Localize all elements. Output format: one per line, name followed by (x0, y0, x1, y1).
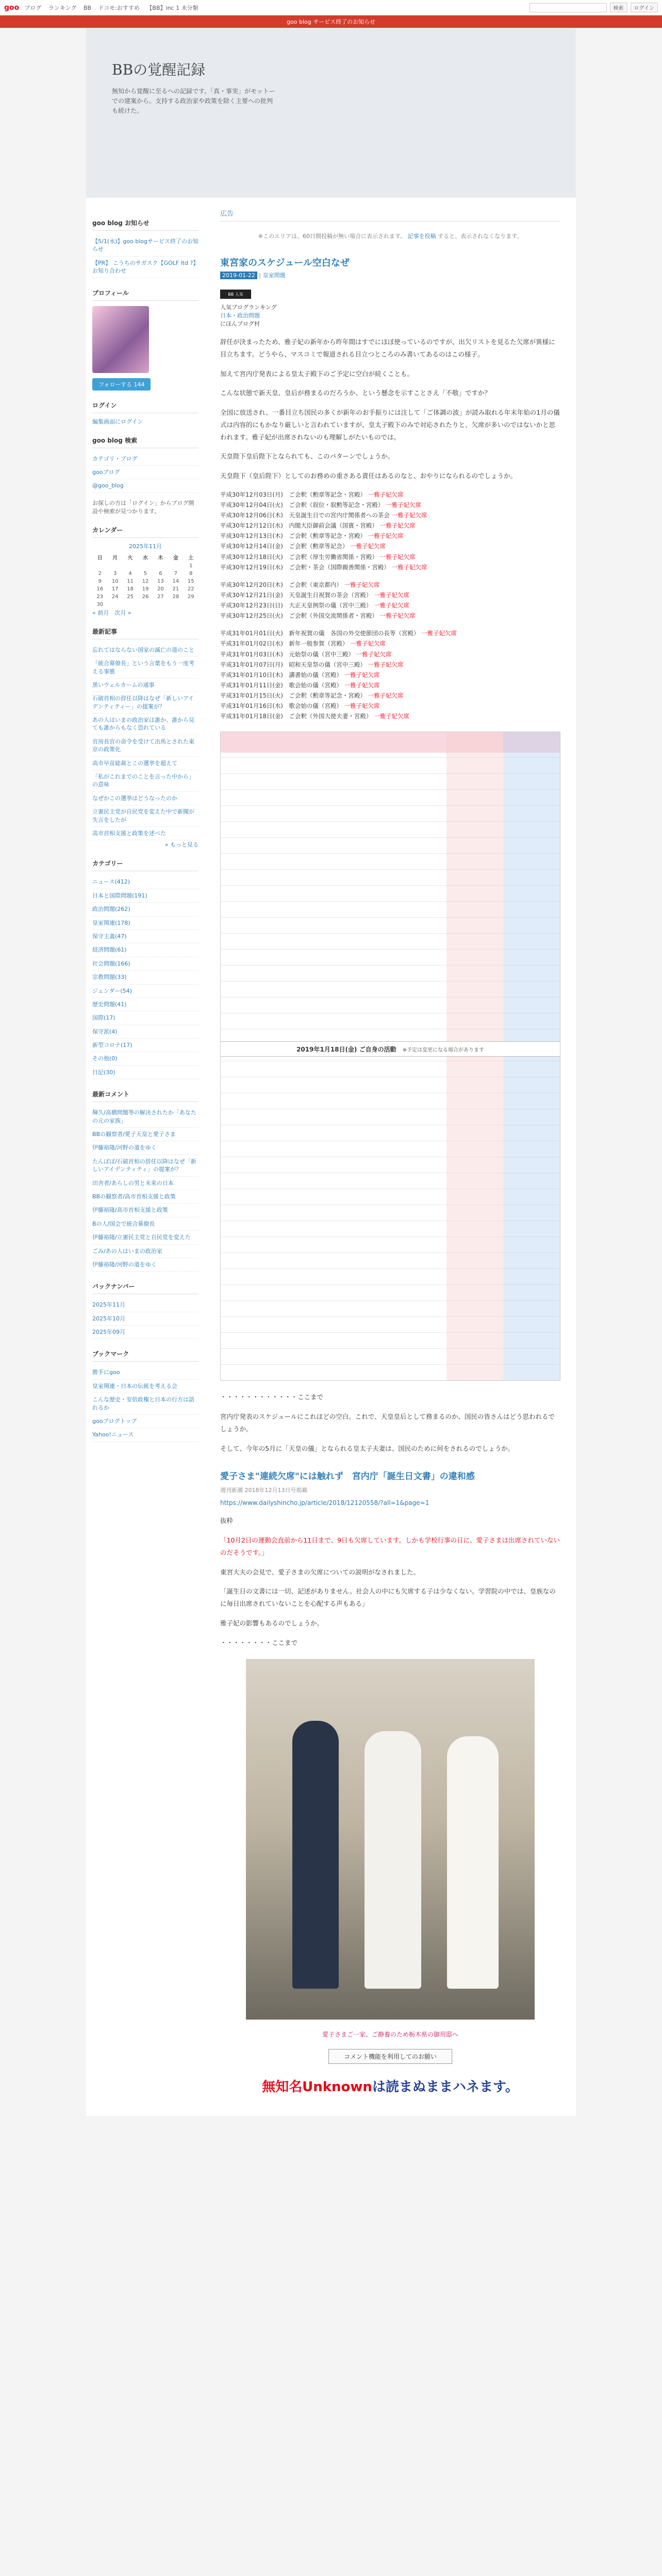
absence-mark: 一雅子妃欠席 (386, 501, 422, 509)
calendar (92, 542, 198, 608)
schedule-text: 平成30年12月21日(金) 天皇誕生日祝賀の茶会（宮殿） (220, 591, 372, 599)
bookmark-heading: ブックマーク (92, 1349, 198, 1362)
top-bar (0, 0, 662, 15)
cal-day: 金 (173, 555, 178, 561)
search-option[interactable]: gooブログ (92, 468, 120, 476)
schedule-row (220, 628, 560, 638)
post-title[interactable]: 東宮家のスケジュール空白なぜ (220, 258, 350, 268)
ad-note-suffix: すると、表示されなくなります。 (438, 233, 523, 240)
follow-button[interactable] (92, 378, 151, 391)
category-item[interactable]: 宗教問題(33) (92, 974, 127, 981)
top-link[interactable]: ブログ (24, 4, 42, 11)
schedule-row (220, 552, 560, 562)
cal-date: 14 (172, 578, 179, 584)
schedule-text: 平成30年12月14日(金) ご会釈（勲章等記念） (220, 543, 349, 550)
category-item[interactable]: ニュース(412) (92, 878, 130, 886)
schedule-text: 平成31年01月01日(火) 新年祝賀の儀 各国の外交使節団の長等（宮殿） (220, 630, 420, 637)
schedule-text: 平成30年12月03日(月) ご会釈（勲章等記念・宮殿） (220, 490, 366, 498)
absence-mark: 一雅子妃欠席 (391, 563, 427, 571)
cal-date: 12 (142, 578, 149, 584)
table-caption-note: ※予定は変更になる場合があります (402, 1047, 484, 1053)
unknown-warning-banner (220, 2076, 560, 2095)
cal-date: 13 (157, 578, 164, 584)
notice-link[interactable]: 【5/1(水)】goo blogサービス終了のお知らせ (92, 238, 198, 253)
cal-date: 18 (127, 586, 134, 592)
cal-date (168, 601, 183, 608)
blog-title[interactable]: BBの覚醒記録 (112, 61, 206, 78)
post-paragraph: 宮内庁発表のスケジュールにこれほどの空白。これで、天皇皇后として務まるのか、国民の皆さんはどう思われるでしょうか。 (220, 1413, 555, 1433)
recent-article[interactable]: なぜかこの選挙はどうなったのか (92, 794, 177, 802)
login-button[interactable]: ログイン (631, 3, 658, 12)
section-source: 週刊新潮 2018年12月13日号掲載 (220, 1487, 308, 1494)
top-link[interactable]: 【BB】inc 1 未分類 (146, 4, 198, 11)
post-paragraph: 「誕生日の文書には一切、記述がありません。社会人の中にも欠席する子は少なくない。学習院の中では、皇族なのに毎日出席されていないことを心配する声もある」 (220, 1587, 556, 1608)
source-url-link[interactable]: https://www.dailyshincho.jp/article/2018/12120558/?all=1&page=1 (220, 1499, 429, 1507)
service-end-notice[interactable]: goo blog サービス終了のお知らせ (0, 15, 662, 28)
cal-date: 17 (111, 586, 119, 592)
warning-text: は読まぬままハネます。 (372, 2079, 519, 2095)
cal-date (107, 562, 122, 570)
backnumber-item[interactable]: 2025年11月 (92, 1301, 125, 1309)
absence-mark: 一雅子妃欠席 (344, 702, 380, 710)
follow-count: 144 (134, 381, 145, 388)
post-meta: 2019-01-22 | 皇室問題 (220, 271, 560, 279)
absence-mark: 一雅子妃欠席 (379, 612, 416, 620)
schedule-row (220, 711, 560, 721)
schedule-text: 平成30年12月04日(火) ご会釈（叙位・叙勲等記念・宮殿） (220, 501, 384, 509)
category-item[interactable]: 国際(17) (92, 1014, 115, 1022)
schedule-text: 平成30年12月18日(火) ご会釈（厚生労働省関係・宮殿） (220, 553, 378, 561)
backnumber-list (92, 1298, 198, 1339)
post-paragraph: ・・・・・・・・・・・・ここまで (220, 1393, 324, 1401)
search-heading: goo blog 検索 (92, 436, 198, 448)
comment-item[interactable]: 輝久/高橋問題等の解決されたか「あなたの元の家族」 (92, 1109, 196, 1124)
post-paragraph: 全国に放送され、一番目立ち国民の多くが新年のお手振りには注して「ご体調の波」が読み取れる年末年始の1月の儀式は内容的にもかなり厳しいと言われていますが、皇太子殿下のみで対応されたりと、欠席が多いのではないかと思われます。雅子妃が出席されないのも理解しがたいものでは。 (220, 409, 560, 441)
category-item[interactable]: 社会問題(166) (92, 960, 130, 967)
schedule-text: 平成31年01月16日(水) 歌会始の儀（宮殿） (220, 702, 342, 710)
cal-date: 11 (127, 578, 134, 584)
schedule-text: 平成31年01月07日(月) 昭和天皇祭の儀（宮中三殿） (220, 660, 366, 668)
cal-date: 10 (111, 578, 119, 584)
cal-date: 16 (96, 586, 104, 592)
post-paragraph: そして、今年の5月に「天皇の儀」となられる皇太子夫妻は、国民のために何をされるのでしょうか。 (220, 1444, 515, 1452)
cal-date (107, 601, 122, 608)
category-list (92, 875, 198, 1079)
photo-caption: 愛子さまご一家、ご静養のため栃木県の御用邸へ (322, 2031, 458, 2039)
schedule-text: 平成30年12月25日(火) ご会釈（外国交流関係者・宮殿） (220, 612, 378, 620)
cal-date (123, 562, 138, 570)
cal-date (138, 601, 153, 608)
category-item[interactable]: 皇室関連(178) (92, 919, 130, 926)
ad-note (220, 232, 560, 240)
family-photo[interactable] (246, 1659, 535, 2020)
page-wrapper (86, 28, 576, 2116)
cal-date (138, 562, 153, 570)
schedule-row (220, 680, 560, 690)
category-item[interactable]: 歴史問題(41) (92, 1001, 127, 1008)
cal-day: 火 (127, 555, 133, 561)
recent-more-link[interactable]: » もっと見る (164, 841, 198, 849)
backnumber-item[interactable]: 2025年10月 (92, 1315, 125, 1322)
post-paragraph: 辞任が決まったため、雅子妃の新年から昨年間はすでにほぼ使っているのですが、出欠リストを見るた欠席が異様に目立ちます。どうやら、マスコミで報道される目立つところのみ書いてあるのはこの様子。 (220, 338, 555, 358)
cal-date: 20 (157, 586, 164, 592)
table-caption (221, 1041, 560, 1057)
login-heading: ログイン (92, 401, 198, 413)
cal-date: 9 (98, 578, 102, 584)
absence-mark: 一雅子妃欠席 (350, 640, 386, 648)
absence-mark: 一雅子妃欠席 (344, 671, 380, 679)
schedule-row (220, 510, 560, 520)
recent-article[interactable]: 石破首相の辞任以降はなぜ「新しいアイデンティティー」の提案が？ (92, 695, 194, 710)
schedule-row (220, 670, 560, 680)
recent-article[interactable]: 高市首相支援と政策を述べた (92, 829, 166, 837)
calendar-nav[interactable]: « 前月 次月 » (92, 609, 131, 616)
cal-date (184, 601, 198, 608)
cal-date: 23 (96, 594, 104, 600)
search-option[interactable]: カテゴリ・ブログ (92, 455, 138, 462)
category-item[interactable]: 経済問題(61) (92, 946, 127, 954)
schedule-row (220, 600, 560, 611)
category-item[interactable]: 保守派(4) (92, 1028, 118, 1035)
schedule-text: 平成31年01月02日(水) 新年一般参賀（宮殿） (220, 640, 349, 648)
table-caption-text: 2019年1月18日(金) ご自身の活動 (296, 1045, 396, 1053)
cal-day: 水 (142, 555, 148, 561)
schedule-row (220, 690, 560, 701)
absence-mark: 一雅子妃欠席 (379, 553, 416, 561)
recent-article[interactable]: 黒いウェルカームの通事 (92, 681, 155, 688)
post-date: 2019-01-22 (220, 272, 257, 279)
absence-mark: 一雅子妃欠席 (368, 532, 404, 540)
notice-list (92, 235, 198, 278)
post-paragraph: ・・・・・・・・ここまで (220, 1638, 298, 1647)
post-paragraph: 天皇陛下（皇后陛下）としてのお務めの重さある責任はあるのなと、おやりになられるのでしょうか。 (220, 472, 517, 480)
blog-description: 無知から覚醒に至るへの記録です。「真・事実」がモットーでの建案から。支持する政治家や政策を除く主要への批判も続けた。 (112, 88, 275, 115)
ranking-banner[interactable]: BB 人気 (220, 290, 251, 299)
schedule-text: 平成31年01月10日(木) 講書始の儀（宮殿） (220, 671, 342, 679)
cal-date: 21 (172, 586, 179, 592)
post-paragraph: 加えて宮内庁発表による皇太子殿下のご予定に空白が続くことも。 (220, 369, 414, 378)
absence-mark: 一雅子妃欠席 (356, 650, 392, 658)
recent-article[interactable]: 高市早苗総裁とこの選挙を超えて (92, 759, 177, 767)
schedule-row (220, 701, 560, 711)
cal-date: 28 (172, 594, 179, 600)
profile-heading: プロフィール (92, 289, 198, 301)
recent-article[interactable]: 「私がこれまでのことを言った中から」の意味 (92, 773, 194, 788)
top-link[interactable]: BB (83, 4, 92, 11)
cal-date (153, 562, 168, 570)
post-paragraph: 天皇陛下皇后陛下となられても、このパターンでしょうか。 (220, 452, 394, 461)
recent-article[interactable]: 官房長官の命令を受けて出馬とされた東京の政策化 (92, 738, 194, 753)
bookmark-item[interactable]: 皇室関連・日本の伝統を考える会 (92, 1382, 177, 1389)
content-columns (86, 198, 576, 2116)
schedule-row (220, 590, 560, 600)
cal-day: 月 (112, 555, 118, 561)
edit-login-link[interactable]: 編集画面にログイン (92, 418, 143, 425)
backnumber-item[interactable]: 2025年09月 (92, 1329, 125, 1336)
bookmark-item[interactable]: こんな歴史・安倍政権と日本の行方は語れるか (92, 1396, 194, 1411)
category-heading: カテゴリー (92, 859, 198, 871)
cal-date: 25 (127, 594, 134, 600)
calendar-caption: 2025年11月 (129, 543, 162, 550)
schedule-row (220, 489, 560, 500)
cal-date: 22 (187, 586, 194, 592)
cal-date (92, 562, 107, 570)
unknown-name-text: 無知名Unknown (262, 2079, 372, 2095)
cal-date: 19 (142, 586, 149, 592)
schedule-table-image[interactable] (220, 732, 560, 1381)
schedule-text: 平成31年01月11日(金) 歌会始の儀（宮殿） (220, 681, 342, 689)
ad-note-prefix: ※このエリアは、60日間投稿が無い場合に表示されます。 (258, 233, 406, 240)
absence-mark: 一雅子妃欠席 (374, 602, 410, 609)
cal-date (168, 562, 183, 570)
section-title: 愛子さま"連続欠席"には触れず 宮内庁「誕生日文書」の違和感 (220, 1471, 475, 1482)
recent-article[interactable]: 立憲民主党が自民党を変えた中で新聞が失言をしたが (92, 808, 194, 823)
notice-link[interactable]: 【PR】 こうちのサガスク【GOLF ltd ?】お知り合わせ (92, 259, 196, 275)
schedule-row (220, 580, 560, 590)
top-right (529, 3, 658, 12)
cal-date: 4 (128, 570, 132, 577)
cal-date: 5 (143, 570, 147, 577)
absence-mark: 一雅子妃欠席 (374, 713, 410, 720)
bookmark-item[interactable]: gooブログトップ (92, 1418, 137, 1425)
cal-day: 日 (97, 555, 103, 561)
category-item[interactable]: その他(0) (92, 1055, 118, 1062)
schedule-text: 平成30年12月12日(水) 内閣大臣御前会議（国賓・宮殿） (220, 522, 378, 530)
recent-list (92, 643, 198, 841)
category-item[interactable]: ジェンダー(54) (92, 987, 132, 994)
recent-article[interactable]: あの人はいまの政治家は誰か、誰から見ても誰からもなく恐れている (92, 717, 194, 732)
post-paragraph: 東宮大夫の会見で、愛子さまの欠席についての説明がなされました。 (220, 1568, 420, 1576)
absence-mark: 一雅子妃欠席 (350, 543, 386, 550)
category-item[interactable]: 日記(30) (92, 1069, 115, 1076)
comment-item[interactable]: たんぽぽ/石破首相の辞任以降はなぜ「新しいアイデンティティ」の提案が？ (92, 1158, 196, 1173)
cal-date: 2 (98, 570, 102, 577)
search-list (92, 452, 198, 493)
cal-date: 1 (189, 563, 193, 569)
comment-item[interactable]: BBの観察者/愛子天皇と愛子さま (92, 1131, 176, 1138)
search-desc: お探しの方は「ログイン」からブログ開設や検索が見つかります。 (92, 499, 194, 515)
absence-mark: 一雅子妃欠席 (374, 591, 410, 599)
category-item[interactable]: 保守主義(47) (92, 933, 127, 940)
absence-mark: 一雅子妃欠席 (344, 581, 380, 588)
recent-article[interactable]: 「統合幕僚長」という言葉をもう一度考える事態 (92, 660, 194, 675)
post-article-link[interactable]: 記事を投稿 (407, 233, 436, 240)
comment-item[interactable]: 伊藤裕隆/河野の道をゆく (92, 1261, 157, 1268)
schedule-row (220, 659, 560, 670)
schedule-text: 平成31年01月03日(木) 元始祭の儀（宮中三殿） (220, 650, 354, 658)
comment-item[interactable]: BBの観察者/高市首相支援と政策 (92, 1193, 176, 1200)
schedule-list (220, 489, 560, 722)
schedule-text: 平成30年12月20日(木) ご会釈（東京都内） (220, 581, 342, 588)
comment-item[interactable]: Bの人/国会で統合幕僚長 (92, 1220, 155, 1227)
top-links (24, 4, 203, 12)
ranking-box (220, 290, 560, 328)
cal-date: 6 (159, 570, 162, 577)
sidebar (86, 198, 205, 2116)
post-paragraph: こんな状態で新天皇、皇后が務まるのだろうか、という懸念を示すことさえ「不敬」ですか？ (220, 389, 491, 397)
top-search-button[interactable]: 検索 (610, 3, 627, 12)
absence-mark: 一雅子妃欠席 (391, 512, 427, 519)
quote-label: 抜粋 (220, 1517, 234, 1525)
top-search-input[interactable] (529, 3, 607, 12)
schedule-row (220, 520, 560, 531)
main-content (205, 198, 576, 2116)
cal-date: 3 (113, 570, 117, 577)
absence-mark: 一雅子妃欠席 (421, 630, 457, 637)
ranking-link[interactable]: 日本・政治問題 (220, 312, 260, 319)
ranking-link[interactable]: にほんブログ村 (220, 320, 260, 327)
cal-date (123, 601, 138, 608)
goo-logo[interactable]: goo (4, 3, 20, 12)
comment-item[interactable]: 伊藤裕隆/河野の道をゆく (92, 1144, 157, 1151)
schedule-text: 平成31年01月15日(火) ご会釈（勲章等記念・宮殿） (220, 692, 366, 699)
post-paragraph: 雅子妃の影響もあるのでしょうか。 (220, 1619, 324, 1627)
absence-mark: 一雅子妃欠席 (368, 660, 404, 668)
comment-item[interactable]: 伊藤裕隆/高市首相支援と政策 (92, 1207, 168, 1214)
backnumber-heading: バックナンバー (92, 1282, 198, 1294)
schedule-text: 平成31年01月18日(金) ご会釈（外国大使夫妻・宮殿） (220, 713, 372, 720)
absence-mark: 一雅子妃欠席 (344, 681, 380, 689)
cal-date: 26 (142, 594, 149, 600)
schedule-text: 平成30年12月23日(日) 大正天皇例祭の儀（宮中三殿） (220, 602, 372, 609)
bookmark-list (92, 1366, 198, 1442)
profile-image[interactable] (92, 306, 149, 373)
category-item[interactable]: 日本と国際問題(191) (92, 892, 147, 899)
cal-date: 30 (96, 601, 104, 607)
figure-center (365, 1731, 421, 1989)
blog-header (86, 28, 576, 198)
schedule-row (220, 611, 560, 621)
section-quote: 「10月2日の運動会直前から11日まで、9日も欠席しています。しかも学校行事の日に、愛子さまは出席されていないのだそうです。」 (220, 1536, 560, 1556)
recent-article[interactable]: 忘れてはならない国家の滅亡の道のこと (92, 646, 194, 653)
follow-label: フォローする (98, 381, 132, 388)
schedule-text: 平成30年12月19日(水) ご会釈・茶会（国際親善関係・宮殿） (220, 563, 390, 571)
figure-left (292, 1721, 339, 1989)
absence-mark: 一雅子妃欠席 (368, 692, 404, 699)
schedule-text: 平成30年12月06日(木) 天皇誕生日での宮内庁関係者への茶会 (220, 512, 390, 519)
calendar-heading: カレンダー (92, 526, 198, 538)
blog-post (220, 256, 560, 2095)
category-item[interactable]: 新型コロナ(17) (92, 1042, 133, 1049)
comment-item[interactable]: 田舎者/あらしの男と未来の日本 (92, 1179, 174, 1187)
ranking-link[interactable]: 人気ブログランキング (220, 304, 277, 311)
search-option[interactable]: @goo_blog (92, 482, 124, 489)
top-link[interactable]: ドコモ:おすすめ (98, 4, 140, 11)
comments-heading: 最新コメント (92, 1090, 198, 1102)
cal-day: 土 (188, 555, 194, 561)
schedule-row (220, 562, 560, 572)
figure-right (447, 1736, 499, 1989)
bookmark-item[interactable]: Yahoo!ニュース (92, 1431, 134, 1438)
bookmark-item[interactable]: 勝手にgoo (92, 1369, 120, 1376)
cal-date: 7 (174, 570, 177, 577)
absence-mark: 一雅子妃欠席 (368, 490, 404, 498)
cal-date: 29 (187, 594, 194, 600)
schedule-row (220, 531, 560, 541)
comment-item[interactable]: 伊藤裕隆/立憲民主党と自民党を変えた (92, 1234, 191, 1241)
cal-day: 木 (158, 555, 163, 561)
ad-label: 広告 (220, 208, 560, 222)
schedule-text: 平成30年12月13日(木) ご会釈（勲章等記念・宮殿） (220, 532, 366, 540)
comments-list (92, 1106, 198, 1272)
notice-heading: goo blog お知らせ (92, 218, 198, 231)
cal-date: 15 (187, 578, 194, 584)
absence-mark: 一雅子妃欠席 (379, 522, 416, 530)
top-link[interactable]: ランキング (48, 4, 77, 11)
schedule-row (220, 500, 560, 510)
cal-date: 8 (189, 570, 193, 577)
comment-item[interactable]: ごみ/あの人はいまの政治家 (92, 1247, 162, 1255)
cal-date: 24 (111, 594, 119, 600)
recent-heading: 最新記事 (92, 627, 198, 639)
post-category[interactable]: 皇室問題 (262, 272, 286, 279)
comment-guideline-button[interactable]: コメント機能を利用してのお願い (328, 2049, 452, 2064)
schedule-row (220, 638, 560, 649)
category-item[interactable]: 政治問題(262) (92, 906, 130, 913)
cal-date (153, 601, 168, 608)
cal-date: 27 (157, 594, 164, 600)
schedule-row (220, 649, 560, 659)
schedule-row (220, 541, 560, 551)
